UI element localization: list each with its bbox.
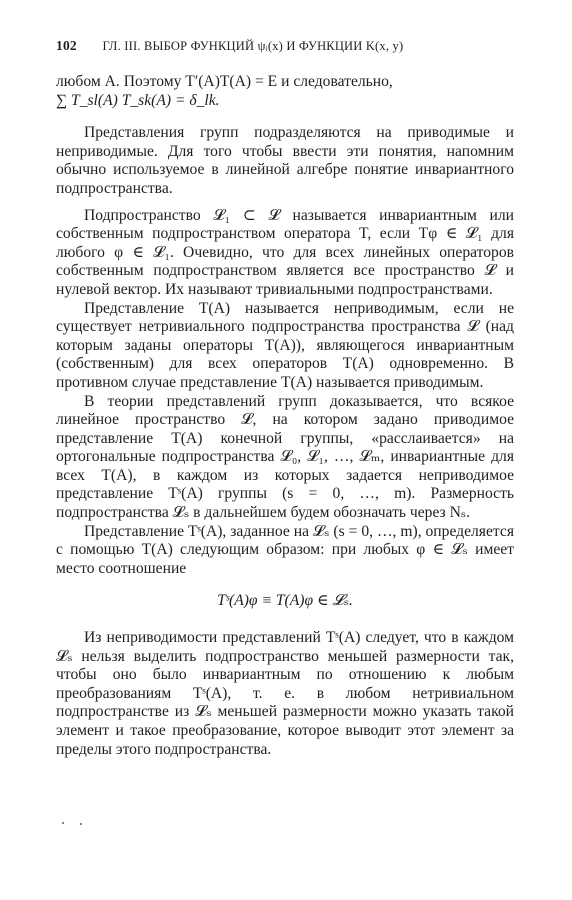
display-formula: Tˢ(A)φ ≡ T(A)φ ∈ 𝓛ₛ. bbox=[217, 592, 353, 610]
print-specks bbox=[60, 820, 100, 828]
paragraph-invariant-subspace: Подпространство 𝓛₁ ⊂ 𝓛 называется инвариантным или собственным подпространством оператора T, если Tφ ∈ 𝓛₁ для любого φ ∈ 𝓛₁. Очевидно, что для всех линейных операторов собственным подпространством является все пространство 𝓛 и нулевой вектор. Их называют тривиальными подпространствами. bbox=[56, 206, 514, 298]
body-text bbox=[56, 73, 514, 759]
paragraph-irreducible-definition: Представление T(A) называется неприводимым, если не существует нетривиального подпространства пространства 𝓛 (над которым заданы операторы T(A)), являющегося инвариантным (собственным) для всех операторов T(A) одновременно. В противном случае представление T(A) называется приводимым. bbox=[56, 299, 514, 391]
running-title: ГЛ. III. ВЫБОР ФУНКЦИЙ ψᵢ(x) И ФУНКЦИИ K(x, y) bbox=[102, 39, 404, 53]
paragraph-decomposition: В теории представлений групп доказывается, что всякое линейное пространство 𝓛, на котором задано приводимое представление T(A) конечной группы, «расслаивается» на ортогональные подпространства 𝓛₀, 𝓛₁, …, 𝓛ₘ, инвариантные для всех T(A), в каждом из которых задается неприводимое представление Tˢ(A) группы (s = 0, …, m). Размерность подпространства 𝓛ₛ в дальнейшем будем обозначать через Nₛ. bbox=[56, 392, 514, 522]
sum-formula: ∑ T_sl(A) T_sk(A) = δ_lk. bbox=[56, 91, 220, 109]
paragraph-consequence: Из неприводимости представлений Tˢ(A) следует, что в каждом 𝓛ₛ нельзя выделить подпространство меньшей размерности так, чтобы оно было инвариантным по отношению к любым преобразованиям Tˢ(A), т. е. в любом нетривиальном подпространстве из 𝓛ₛ меньшей размерности можно указать такой элемент и такое преобразование, которое выводит этот элемент за пределы этого подпространства. bbox=[56, 629, 514, 758]
paragraph-representation-ts: Представление Tˢ(A), заданное на 𝓛ₛ (s = 0, …, m), определяется с помощью T(A) следующим образом: при любых φ ∈ 𝓛ₛ имеет место соотношение bbox=[56, 522, 514, 577]
paragraph-reducible: Представления групп подразделяются на приводимые и неприводимые. Для того чтобы ввести эти понятия, напомним обычно используемое в линейной алгебре понятие инвариантного подпространства. bbox=[56, 124, 514, 197]
page-header bbox=[56, 38, 526, 54]
paragraph-continuation: любом A. Поэтому T′(A)T(A) = E и следовательно, bbox=[56, 73, 393, 90]
page-number: 102 bbox=[56, 38, 77, 53]
